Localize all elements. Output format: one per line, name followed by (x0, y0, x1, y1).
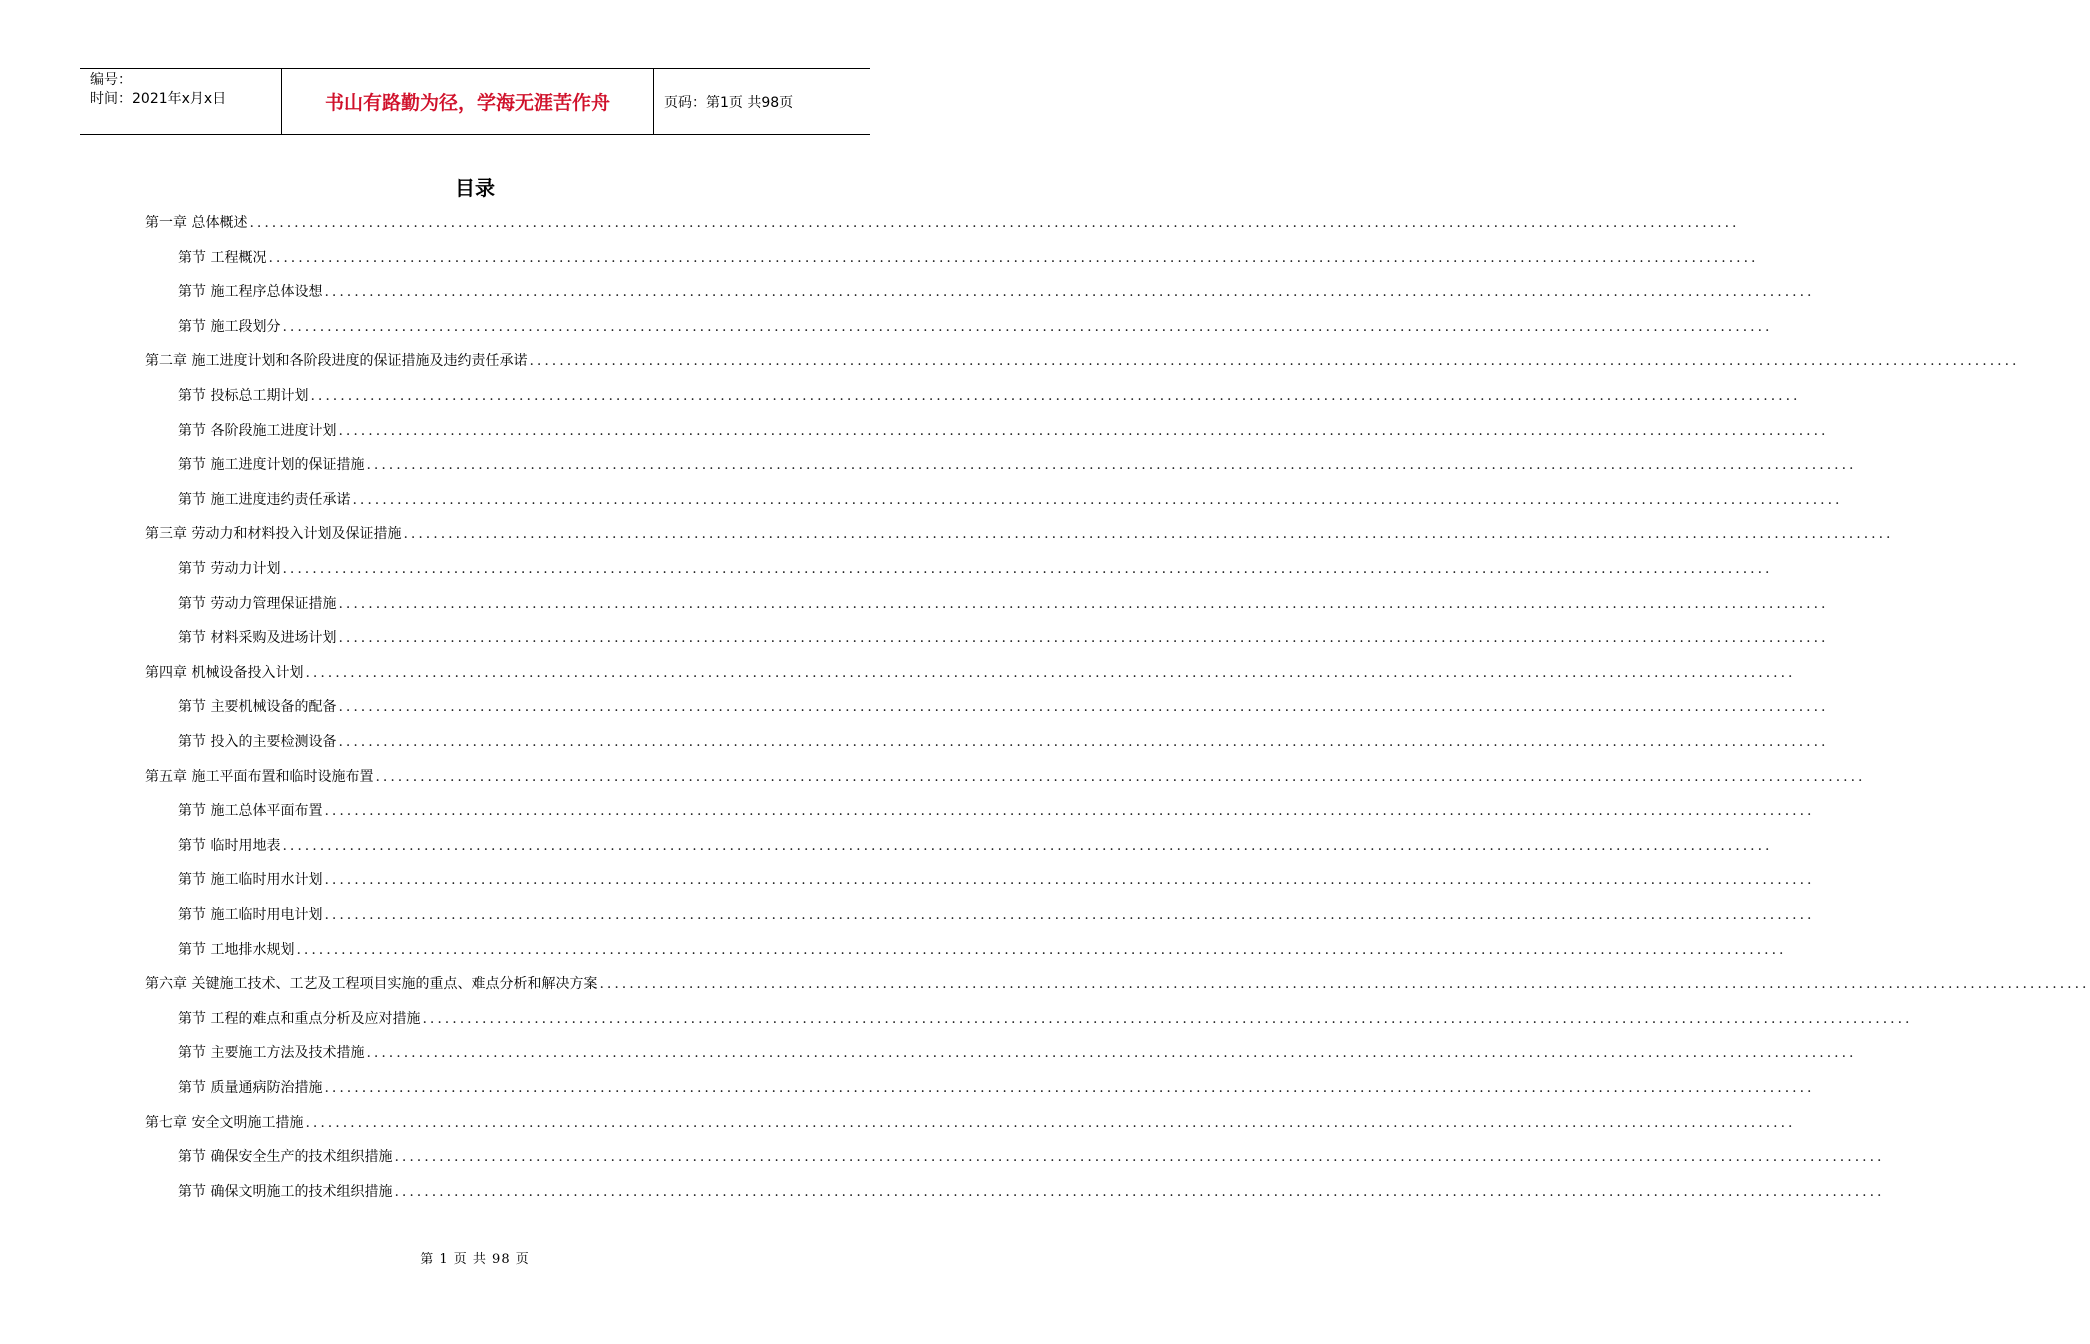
dot-leader: ........................................................................................................................................................................................................ (394, 1183, 1885, 1200)
toc-chapter[interactable] (145, 345, 2020, 371)
toc-entry-title: 第节 施工进度违约责任承诺 (178, 491, 351, 508)
toc-section[interactable] (178, 934, 1787, 960)
toc-entry-title: 第六章 关键施工技术、工艺及工程项目实施的重点、难点分析和解决方案 (145, 976, 598, 993)
toc-entry-title: 第节 施工段划分 (178, 318, 281, 335)
toc-section[interactable] (178, 691, 1829, 717)
toc-section[interactable] (178, 726, 1829, 752)
dot-leader: ........................................................................................................................................................................................................ (324, 284, 1815, 301)
toc-entry-title: 第节 施工进度计划的保证措施 (178, 457, 365, 474)
dot-leader: ........................................................................................................................................................................................................ (403, 526, 1894, 543)
toc-chapter[interactable] (145, 1107, 1796, 1133)
toc-section[interactable] (178, 484, 1843, 510)
toc-section[interactable] (178, 830, 1773, 856)
page-footer: 第 1 页 共 98 页 (420, 1252, 530, 1267)
header-motto: 书山有路勤为径，学海无涯苦作舟 (282, 69, 654, 134)
toc-entry-title: 第节 各阶段施工进度计划 (178, 422, 337, 439)
toc-section[interactable] (178, 588, 1829, 614)
page-title: 目录 (455, 176, 495, 200)
toc-entry-title: 第节 投入的主要检测设备 (178, 734, 337, 750)
toc-section[interactable] (178, 1176, 1885, 1202)
dot-leader: ........................................................................................................................................................................................................ (324, 1080, 1815, 1096)
dot-leader: ........................................................................................................................................................................................................ (375, 768, 1866, 785)
toc-entry-title: 第七章 安全文明施工措施 (145, 1114, 304, 1131)
dot-leader: ........................................................................................................................................................................................................ (305, 1114, 1796, 1131)
dot-leader: ........................................................................................................................................................................................................ (324, 803, 1815, 820)
dot-leader: ........................................................................................................................................................................................................ (324, 907, 1815, 923)
toc-entry-title: 第节 主要施工方法及技术措施 (178, 1045, 365, 1062)
header-page-info: 页码：第1页 共98页 (664, 94, 794, 111)
toc-entry-title: 第节 施工临时用水计划 (178, 872, 323, 889)
toc-section[interactable] (178, 380, 1801, 406)
toc-section[interactable] (178, 795, 1815, 821)
toc-chapter[interactable] (145, 761, 1866, 787)
toc-chapter[interactable] (145, 657, 1796, 683)
toc-chapter[interactable] (145, 207, 1740, 233)
toc-entry-title: 第节 投标总工期计划 (178, 388, 309, 404)
toc-section[interactable] (178, 899, 1815, 925)
dot-leader: ........................................................................................................................................................................................................ (394, 1149, 1885, 1166)
toc-entry-title: 第三章 劳动力和材料投入计划及保证措施 (145, 526, 402, 543)
toc-entry-title: 第四章 机械设备投入计划 (145, 664, 304, 681)
toc-chapter[interactable] (145, 968, 2090, 994)
dot-leader: ........................................................................................................................................................................................................ (282, 837, 1773, 854)
toc-entry-title: 第节 工程概况 (178, 249, 267, 266)
dot-leader: ........................................................................................................................................................................................................ (366, 457, 1857, 474)
dot-leader: ........................................................................................................................................................................................................ (268, 249, 1759, 266)
toc-section[interactable] (178, 622, 1829, 648)
toc-entry-title: 第节 临时用地表 (178, 837, 281, 854)
dot-leader: ........................................................................................................................................................................................................ (249, 215, 1740, 231)
toc-entry-title: 第节 劳动力计划 (178, 561, 281, 577)
toc-entry-title: 第节 施工总体平面布置 (178, 803, 323, 820)
toc-section[interactable] (178, 1037, 1857, 1063)
dot-leader: ........................................................................................................................................................................................................ (282, 318, 1773, 335)
dot-leader: ........................................................................................................................................................................................................ (305, 664, 1796, 681)
header-meta (80, 69, 282, 134)
toc-section[interactable] (178, 864, 1815, 890)
toc-section[interactable] (178, 242, 1759, 268)
toc-entry-title: 第五章 施工平面布置和临时设施布置 (145, 768, 374, 785)
dot-leader: ........................................................................................................................................................................................................ (338, 630, 1829, 647)
toc-entry-title: 第节 劳动力管理保证措施 (178, 595, 337, 612)
dot-leader: ........................................................................................................................................................................................................ (296, 941, 1787, 958)
toc-section[interactable] (178, 415, 1829, 441)
toc-entry-title: 第二章 施工进度计划和各阶段进度的保证措施及违约责任承诺 (145, 353, 528, 370)
toc-entry-title: 第节 确保文明施工的技术组织措施 (178, 1183, 393, 1200)
toc-entry-title: 第节 质量通病防治措施 (178, 1080, 323, 1096)
toc-section[interactable] (178, 311, 1773, 337)
dot-leader: ........................................................................................................................................................................................................ (599, 976, 2090, 993)
dot-leader: ........................................................................................................................................................................................................ (338, 734, 1829, 750)
dot-leader: ........................................................................................................................................................................................................ (338, 422, 1829, 439)
document-date: 时间：2021年x月x日 (90, 91, 227, 107)
toc-entry-title: 第节 确保安全生产的技术组织措施 (178, 1149, 393, 1166)
toc-section[interactable] (178, 1141, 1885, 1167)
toc-entry-title: 第一章 总体概述 (145, 215, 248, 231)
document-number: 编号： (90, 72, 132, 88)
toc-section[interactable] (178, 553, 1773, 579)
dot-leader: ........................................................................................................................................................................................................ (338, 699, 1829, 716)
toc-chapter[interactable] (145, 518, 1894, 544)
dot-leader: ........................................................................................................................................................................................................ (422, 1010, 1913, 1027)
dot-leader: ........................................................................................................................................................................................................ (338, 595, 1829, 612)
toc-entry-title: 第节 工程的难点和重点分析及应对措施 (178, 1010, 421, 1027)
dot-leader: ........................................................................................................................................................................................................ (310, 388, 1801, 404)
toc-section[interactable] (178, 276, 1815, 302)
toc-entry-title: 第节 主要机械设备的配备 (178, 699, 337, 716)
dot-leader: ........................................................................................................................................................................................................ (352, 491, 1843, 508)
toc-entry-title: 第节 施工程序总体设想 (178, 284, 323, 301)
dot-leader: ........................................................................................................................................................................................................ (366, 1045, 1857, 1062)
toc-entry-title: 第节 施工临时用电计划 (178, 907, 323, 923)
dot-leader: ........................................................................................................................................................................................................ (324, 872, 1815, 889)
toc-entry-title: 第节 工地排水规划 (178, 941, 295, 958)
toc-section[interactable] (178, 1072, 1815, 1098)
dot-leader: ........................................................................................................................................................................................................ (529, 353, 2020, 370)
toc-section[interactable] (178, 1003, 1913, 1029)
dot-leader: ........................................................................................................................................................................................................ (282, 561, 1773, 577)
toc-entry-title: 第节 材料采购及进场计划 (178, 630, 337, 647)
toc-section[interactable] (178, 449, 1857, 475)
page-header (80, 68, 870, 135)
